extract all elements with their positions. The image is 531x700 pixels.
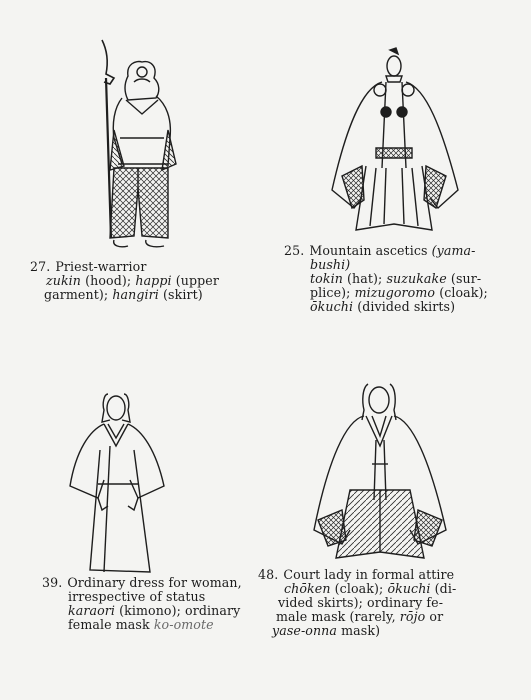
illustration-ordinary-woman	[64, 390, 172, 576]
illustration-priest-warrior	[84, 38, 184, 260]
caption-25	[284, 244, 488, 314]
caption-text: plice);	[310, 285, 355, 300]
caption-27	[30, 260, 219, 302]
caption-text: (hood);	[81, 273, 136, 288]
caption-text: (sur-	[446, 271, 482, 286]
caption-text: mask)	[337, 623, 381, 638]
term-yase-onna: yase-onna	[272, 623, 338, 638]
caption-text: (kimono); ordinary	[115, 603, 241, 618]
caption-48	[258, 568, 456, 638]
caption-25-line-5	[284, 300, 488, 314]
caption-text: Ordinary dress for woman,	[67, 575, 242, 590]
term-mizugoromo: mizugoromo	[354, 285, 436, 300]
caption-text: (upper	[171, 273, 219, 288]
caption-39-line-4	[42, 618, 242, 632]
caption-27-line-2	[30, 274, 219, 288]
caption-48-line-2	[258, 582, 456, 596]
term-rojo: rōjo	[399, 609, 426, 624]
term-ko-omote: ko-omote	[153, 617, 214, 632]
caption-text: garment);	[44, 287, 113, 302]
caption-27-line-1	[30, 260, 219, 274]
term-okuchi: ōkuchi	[387, 581, 431, 596]
term-tokin: tokin	[310, 271, 343, 286]
caption-48-line-5	[258, 624, 456, 638]
caption-39-line-2	[42, 590, 242, 604]
term-yamabushi: (yama-	[431, 243, 476, 258]
caption-text: male mask (rarely,	[276, 609, 400, 624]
caption-text: or	[425, 609, 444, 624]
caption-39	[42, 576, 242, 632]
illustration-court-lady	[306, 380, 456, 570]
caption-text: (cloak);	[435, 285, 488, 300]
term-choken: chōken	[284, 581, 331, 596]
term-hangiri: hangiri	[112, 287, 159, 302]
caption-text: Mountain ascetics	[309, 243, 432, 258]
caption-25-line-2	[284, 258, 488, 272]
caption-25-line-4	[284, 286, 488, 300]
term-yamabushi-cont: bushi)	[310, 257, 351, 272]
term-okuchi: ōkuchi	[310, 299, 354, 314]
figure-number: 39.	[42, 575, 63, 590]
term-happi: happi	[135, 273, 172, 288]
caption-27-line-3	[30, 288, 219, 302]
caption-text: (hat);	[342, 271, 387, 286]
caption-text: Court lady in formal attire	[283, 567, 455, 582]
figure-number: 48.	[258, 567, 279, 582]
figure-number: 27.	[30, 259, 51, 274]
caption-39-line-3	[42, 604, 242, 618]
caption-text: (di-	[430, 581, 457, 596]
caption-text: (divided skirts)	[353, 299, 456, 314]
caption-48-line-1	[258, 568, 456, 582]
caption-25-line-3	[284, 272, 488, 286]
caption-text: irrespective of status	[68, 589, 206, 604]
caption-text: (cloak);	[330, 581, 388, 596]
illustration-mountain-ascetic	[326, 48, 464, 238]
caption-39-line-1	[42, 576, 242, 590]
caption-text: (skirt)	[158, 287, 203, 302]
caption-text: vided skirts); ordinary fe-	[278, 595, 444, 610]
caption-48-line-4	[258, 610, 456, 624]
term-zukin: zukin	[46, 273, 82, 288]
caption-text: Priest-warrior	[55, 259, 147, 274]
figure-number: 25.	[284, 243, 305, 258]
term-karaori: karaori	[68, 603, 115, 618]
caption-25-line-1	[284, 244, 488, 258]
term-suzukake: suzukake	[386, 271, 447, 286]
caption-text: female mask	[68, 617, 150, 632]
caption-48-line-3	[258, 596, 456, 610]
